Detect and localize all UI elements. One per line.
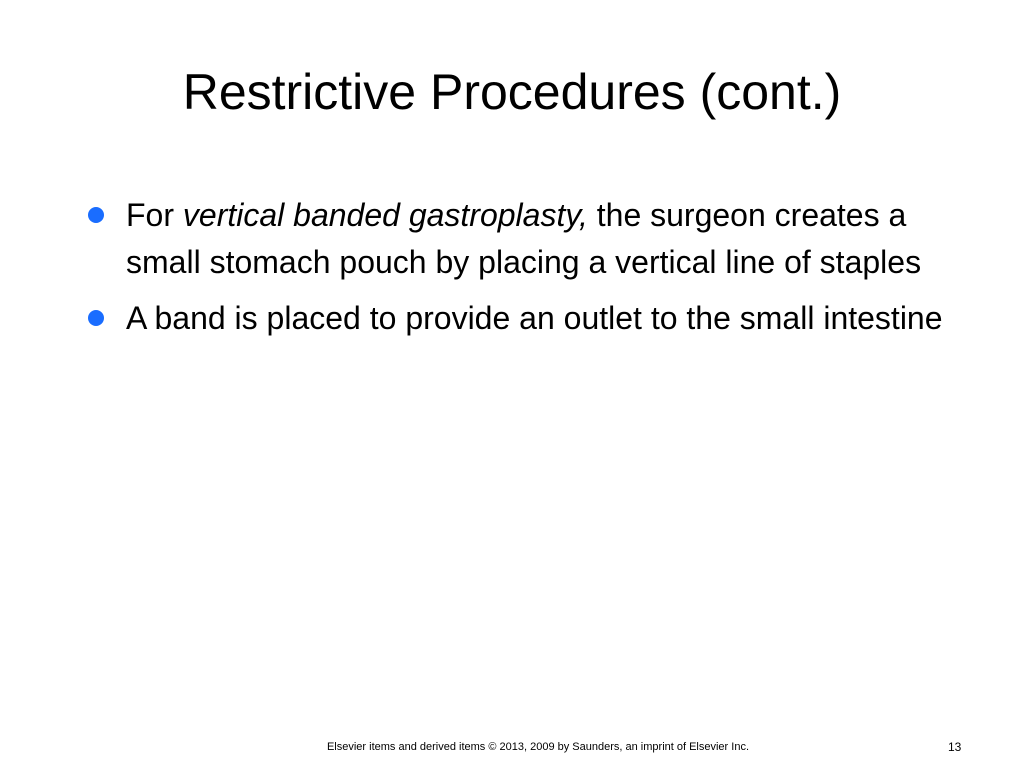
- bullet-text-segment: For: [126, 197, 183, 233]
- bullet-item: [86, 192, 956, 286]
- bullet-dot-icon: [88, 207, 104, 223]
- bullet-text-segment: A band is placed to provide an outlet to the small intestine: [126, 300, 943, 336]
- bullet-dot-icon: [88, 310, 104, 326]
- bullet-list: [86, 192, 956, 351]
- copyright-footer: Elsevier items and derived items © 2013, 2009 by Saunders, an imprint of Elsevier Inc.: [326, 741, 750, 753]
- slide-title: Restrictive Procedures (cont.): [182, 64, 842, 120]
- bullet-text-segment: the surgeon creates a small stomach pouch by placing a vertical line of staples: [126, 197, 922, 280]
- bullet-text-italic: vertical banded gastroplasty,: [182, 197, 588, 233]
- bullet-item: [86, 295, 956, 342]
- page-number: 13: [948, 740, 962, 754]
